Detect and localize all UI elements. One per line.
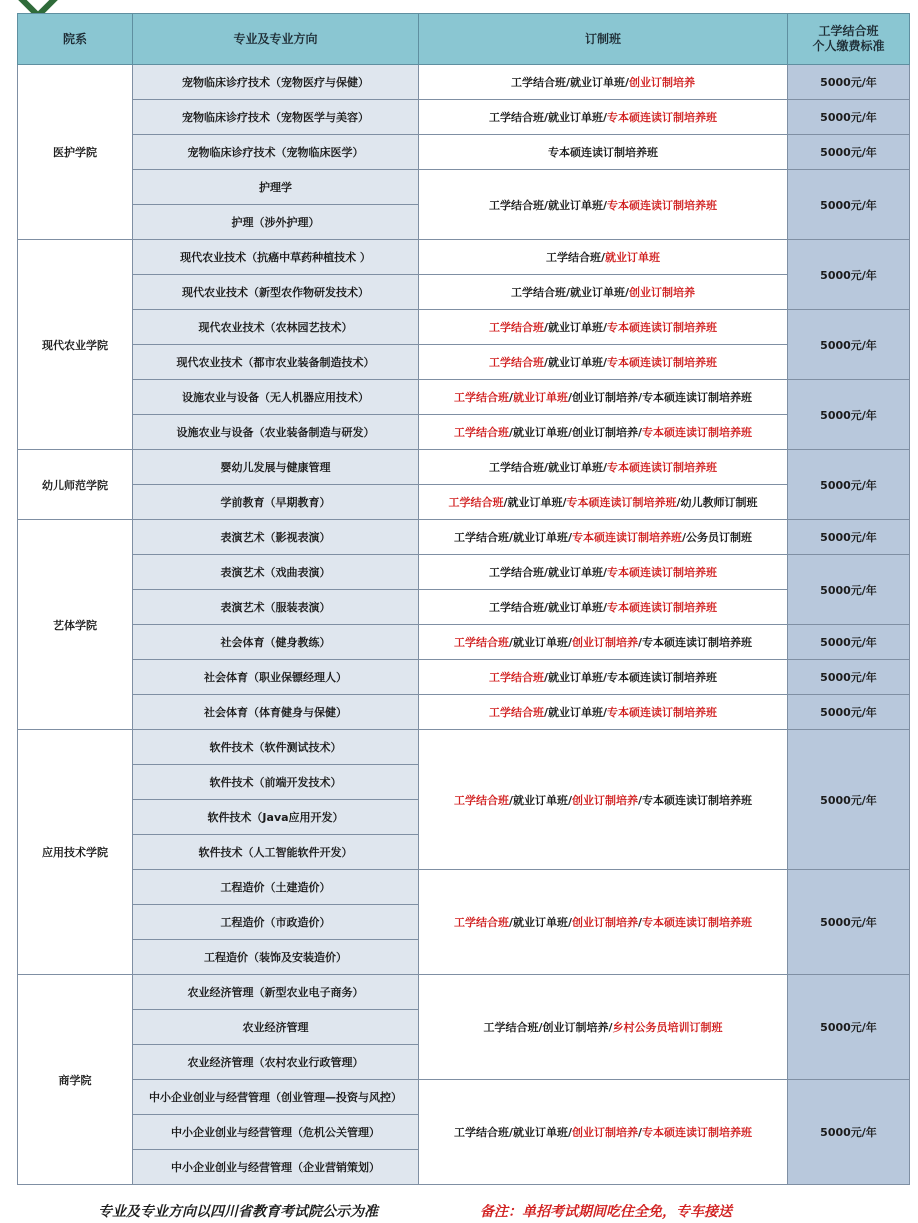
custom-class-cell <box>419 660 788 695</box>
custom-class-cell <box>419 975 788 1080</box>
major-cell: 软件技术（人工智能软件开发） <box>133 835 419 870</box>
custom-class-segment: /公务员订制班 <box>682 531 753 544</box>
table-row <box>18 240 910 275</box>
custom-class-cell <box>419 310 788 345</box>
custom-class-cell <box>419 590 788 625</box>
major-cell: 农业经济管理（农村农业行政管理） <box>133 1045 419 1080</box>
table-row <box>18 730 910 765</box>
header-fee-line1: 工学结合班 <box>818 24 879 38</box>
custom-class-segment: 工学结合班/就业订单班/ <box>453 531 572 544</box>
custom-class-cell <box>419 520 788 555</box>
major-cell: 中小企业创业与经营管理（企业营销策划） <box>133 1150 419 1185</box>
fee-cell: 5000元/年 <box>788 380 910 450</box>
custom-class-segment: 专本硕连读订制培养班 <box>607 461 718 474</box>
custom-class-segment: /专本硕连读订制培养班 <box>638 793 753 807</box>
fee-cell: 5000元/年 <box>788 555 910 625</box>
custom-class-cell <box>419 275 788 310</box>
fee-cell: 5000元/年 <box>788 730 910 870</box>
fee-cell: 5000元/年 <box>788 1080 910 1185</box>
header-fee <box>788 14 910 65</box>
fee-cell: 5000元/年 <box>788 240 910 310</box>
custom-class-cell <box>419 240 788 275</box>
custom-class-cell <box>419 415 788 450</box>
custom-class-segment: 工学结合班 <box>453 391 509 404</box>
major-cell: 社会体育（健身教练） <box>133 625 419 660</box>
major-cell: 宠物临床诊疗技术（宠物临床医学） <box>133 135 419 170</box>
college-cell: 医护学院 <box>18 65 133 240</box>
major-cell: 农业经济管理 <box>133 1010 419 1045</box>
fee-cell: 5000元/年 <box>788 450 910 520</box>
major-cell: 农业经济管理（新型农业电子商务） <box>133 975 419 1010</box>
header-fee-line2: 个人缴费标准 <box>812 39 885 53</box>
custom-class-segment: 专本硕连读订制培养班 <box>607 356 718 369</box>
custom-class-cell <box>419 100 788 135</box>
custom-class-cell <box>419 345 788 380</box>
custom-class-segment: 专本硕连读订制培养班 <box>642 1126 753 1139</box>
custom-class-segment: 专本硕连读订制培养班 <box>607 321 718 334</box>
table-row <box>18 660 910 695</box>
table-row <box>18 170 910 205</box>
table-row <box>18 485 910 520</box>
table-row <box>18 590 910 625</box>
custom-class-segment: /创业订制培养/专本硕连读订制培养班 <box>567 391 753 404</box>
custom-class-segment: /就业订单班/ <box>543 706 608 719</box>
fee-cell: 5000元/年 <box>788 520 910 555</box>
table-header-row <box>18 14 910 65</box>
fee-cell: 5000元/年 <box>788 310 910 380</box>
fee-cell: 5000元/年 <box>788 975 910 1080</box>
major-cell: 工程造价（土建造价） <box>133 870 419 905</box>
fee-table <box>17 13 910 1185</box>
fee-cell: 5000元/年 <box>788 660 910 695</box>
custom-class-segment: 创业订制培养 <box>572 636 638 649</box>
college-cell: 应用技术学院 <box>18 730 133 975</box>
custom-class-segment: /就业订单班/ <box>508 793 572 807</box>
custom-class-segment: 专本硕连读订制培养班 <box>607 706 718 719</box>
custom-class-segment: 工学结合班/就业订单班/ <box>488 566 608 579</box>
major-cell: 表演艺术（影视表演） <box>133 520 419 555</box>
custom-class-segment: / <box>638 1126 643 1139</box>
custom-class-segment: 就业订单班 <box>605 251 661 264</box>
table-row <box>18 1080 910 1115</box>
college-cell: 商学院 <box>18 975 133 1185</box>
custom-class-segment: 专本硕连读订制培养班 <box>566 496 677 509</box>
major-cell: 表演艺术（服装表演） <box>133 590 419 625</box>
custom-class-cell <box>419 170 788 240</box>
table-row <box>18 975 910 1010</box>
custom-class-segment: /专本硕连读订制培养班 <box>638 636 753 649</box>
custom-class-segment: 创业订制培养 <box>572 916 638 929</box>
major-cell: 婴幼儿发展与健康管理 <box>133 450 419 485</box>
major-cell: 软件技术（Java应用开发） <box>133 800 419 835</box>
custom-class-segment: 工学结合班/创业订制培养/ <box>483 1021 613 1034</box>
custom-class-segment: 工学结合班/就业订单班/ <box>453 1126 572 1139</box>
custom-class-segment: 工学结合班 <box>453 916 509 929</box>
custom-class-segment: /就业订单班/ <box>508 636 572 649</box>
custom-class-segment: 工学结合班 <box>453 636 509 649</box>
table-row <box>18 625 910 660</box>
major-cell: 社会体育（体育健身与保健） <box>133 695 419 730</box>
custom-class-segment: 创业订制培养 <box>572 793 638 807</box>
footer-note-right: 备注：单招考试期间吃住全免，专车接送 <box>480 1204 732 1220</box>
table-row <box>18 415 910 450</box>
fee-cell: 5000元/年 <box>788 625 910 660</box>
major-cell: 护理（涉外护理） <box>133 205 419 240</box>
custom-class-segment: / <box>508 391 513 404</box>
major-cell: 设施农业与设备（无人机器应用技术） <box>133 380 419 415</box>
custom-class-cell <box>419 1080 788 1185</box>
custom-class-segment: 工学结合班 <box>453 426 509 439</box>
college-cell: 艺体学院 <box>18 520 133 730</box>
custom-class-segment: 工学结合班 <box>453 793 509 807</box>
table-row <box>18 310 910 345</box>
custom-class-segment: /幼儿教师订制班 <box>676 496 758 509</box>
custom-class-segment: 工学结合班/就业订单班/ <box>510 286 630 299</box>
custom-class-segment: 创业订制培养 <box>572 1126 638 1139</box>
custom-class-segment: /就业订单班/ <box>503 496 567 509</box>
header-major: 专业及专业方向 <box>133 14 419 65</box>
custom-class-cell <box>419 65 788 100</box>
major-cell: 宠物临床诊疗技术（宠物医学与美容） <box>133 100 419 135</box>
custom-class-cell <box>419 730 788 870</box>
major-cell: 现代农业技术（新型农作物研发技术） <box>133 275 419 310</box>
college-cell: 现代农业学院 <box>18 240 133 450</box>
custom-class-segment: 工学结合班/就业订单班/ <box>488 111 608 124</box>
table-row <box>18 380 910 415</box>
major-cell: 中小企业创业与经营管理（创业管理—投资与风控） <box>133 1080 419 1115</box>
custom-class-segment: 工学结合班 <box>488 321 544 334</box>
fee-cell: 5000元/年 <box>788 65 910 100</box>
table-row <box>18 100 910 135</box>
custom-class-segment: 专本硕连读订制培养班 <box>607 111 718 124</box>
table-row <box>18 520 910 555</box>
custom-class-segment: /就业订单班/ <box>508 916 572 929</box>
fee-cell: 5000元/年 <box>788 870 910 975</box>
major-cell: 现代农业技术（农林园艺技术） <box>133 310 419 345</box>
custom-class-segment: 专本硕连读订制培养班 <box>642 426 753 439</box>
fee-cell: 5000元/年 <box>788 170 910 240</box>
table-row <box>18 555 910 590</box>
custom-class-segment: /就业订单班/ <box>543 356 608 369</box>
custom-class-cell <box>419 870 788 975</box>
table-row <box>18 65 910 100</box>
fee-cell: 5000元/年 <box>788 100 910 135</box>
custom-class-segment: 工学结合班 <box>448 496 504 509</box>
major-cell: 软件技术（软件测试技术） <box>133 730 419 765</box>
custom-class-cell <box>419 485 788 520</box>
custom-class-segment: 创业订制培养 <box>629 286 696 299</box>
header-college: 院系 <box>18 14 133 65</box>
custom-class-segment: 工学结合班/就业订单班/ <box>488 601 608 614</box>
custom-class-segment: 就业订单班 <box>512 391 568 404</box>
major-cell: 中小企业创业与经营管理（危机公关管理） <box>133 1115 419 1150</box>
major-cell: 表演艺术（戏曲表演） <box>133 555 419 590</box>
custom-class-segment: 专本硕连读订制培养班 <box>548 146 658 159</box>
custom-class-segment: 专本硕连读订制培养班 <box>607 566 718 579</box>
custom-class-cell <box>419 135 788 170</box>
custom-class-cell <box>419 380 788 415</box>
fee-cell: 5000元/年 <box>788 695 910 730</box>
major-cell: 宠物临床诊疗技术（宠物医疗与保健） <box>133 65 419 100</box>
custom-class-segment: 专本硕连读订制培养班 <box>607 601 718 614</box>
custom-class-segment: 乡村公务员培训订制班 <box>612 1021 723 1034</box>
major-cell: 工程造价（装饰及安装造价） <box>133 940 419 975</box>
custom-class-segment: / <box>638 916 643 929</box>
custom-class-segment: 创业订制培养 <box>629 76 696 89</box>
major-cell: 现代农业技术（都市农业装备制造技术） <box>133 345 419 380</box>
table-row <box>18 870 910 905</box>
custom-class-cell <box>419 695 788 730</box>
custom-class-segment: 工学结合班 <box>488 356 544 369</box>
major-cell: 工程造价（市政造价） <box>133 905 419 940</box>
custom-class-segment: /就业订单班/创业订制培养/ <box>508 426 643 439</box>
custom-class-segment: 工学结合班 <box>488 671 544 684</box>
custom-class-segment: 工学结合班/就业订单班/ <box>488 461 608 474</box>
custom-class-segment: 专本硕连读订制培养班 <box>607 198 718 212</box>
header-custom-class: 订制班 <box>419 14 788 65</box>
fee-cell: 5000元/年 <box>788 135 910 170</box>
custom-class-cell <box>419 625 788 660</box>
custom-class-segment: 工学结合班/ <box>545 251 606 264</box>
footer-note-left: 专业及专业方向以四川省教育考试院公示为准 <box>98 1204 378 1220</box>
table-body <box>18 65 910 1185</box>
table-row <box>18 345 910 380</box>
custom-class-segment: 工学结合班/就业订单班/ <box>510 76 630 89</box>
major-cell: 护理学 <box>133 170 419 205</box>
custom-class-segment: /就业订单班/专本硕连读订制培养班 <box>543 671 718 684</box>
college-cell: 幼儿师范学院 <box>18 450 133 520</box>
custom-class-cell <box>419 450 788 485</box>
major-cell: 现代农业技术（抗癌中草药种植技术 ） <box>133 240 419 275</box>
custom-class-cell <box>419 555 788 590</box>
table-row <box>18 450 910 485</box>
major-cell: 社会体育（职业保镖经理人） <box>133 660 419 695</box>
major-cell: 学前教育（早期教育） <box>133 485 419 520</box>
custom-class-segment: 专本硕连读订制培养班 <box>572 531 682 544</box>
table-row <box>18 695 910 730</box>
table-row <box>18 275 910 310</box>
custom-class-segment: /就业订单班/ <box>543 321 608 334</box>
major-cell: 软件技术（前端开发技术） <box>133 765 419 800</box>
custom-class-segment: 工学结合班 <box>488 706 544 719</box>
custom-class-segment: 专本硕连读订制培养班 <box>642 916 753 929</box>
major-cell: 设施农业与设备（农业装备制造与研发） <box>133 415 419 450</box>
custom-class-segment: 工学结合班/就业订单班/ <box>488 198 608 212</box>
table-row <box>18 135 910 170</box>
